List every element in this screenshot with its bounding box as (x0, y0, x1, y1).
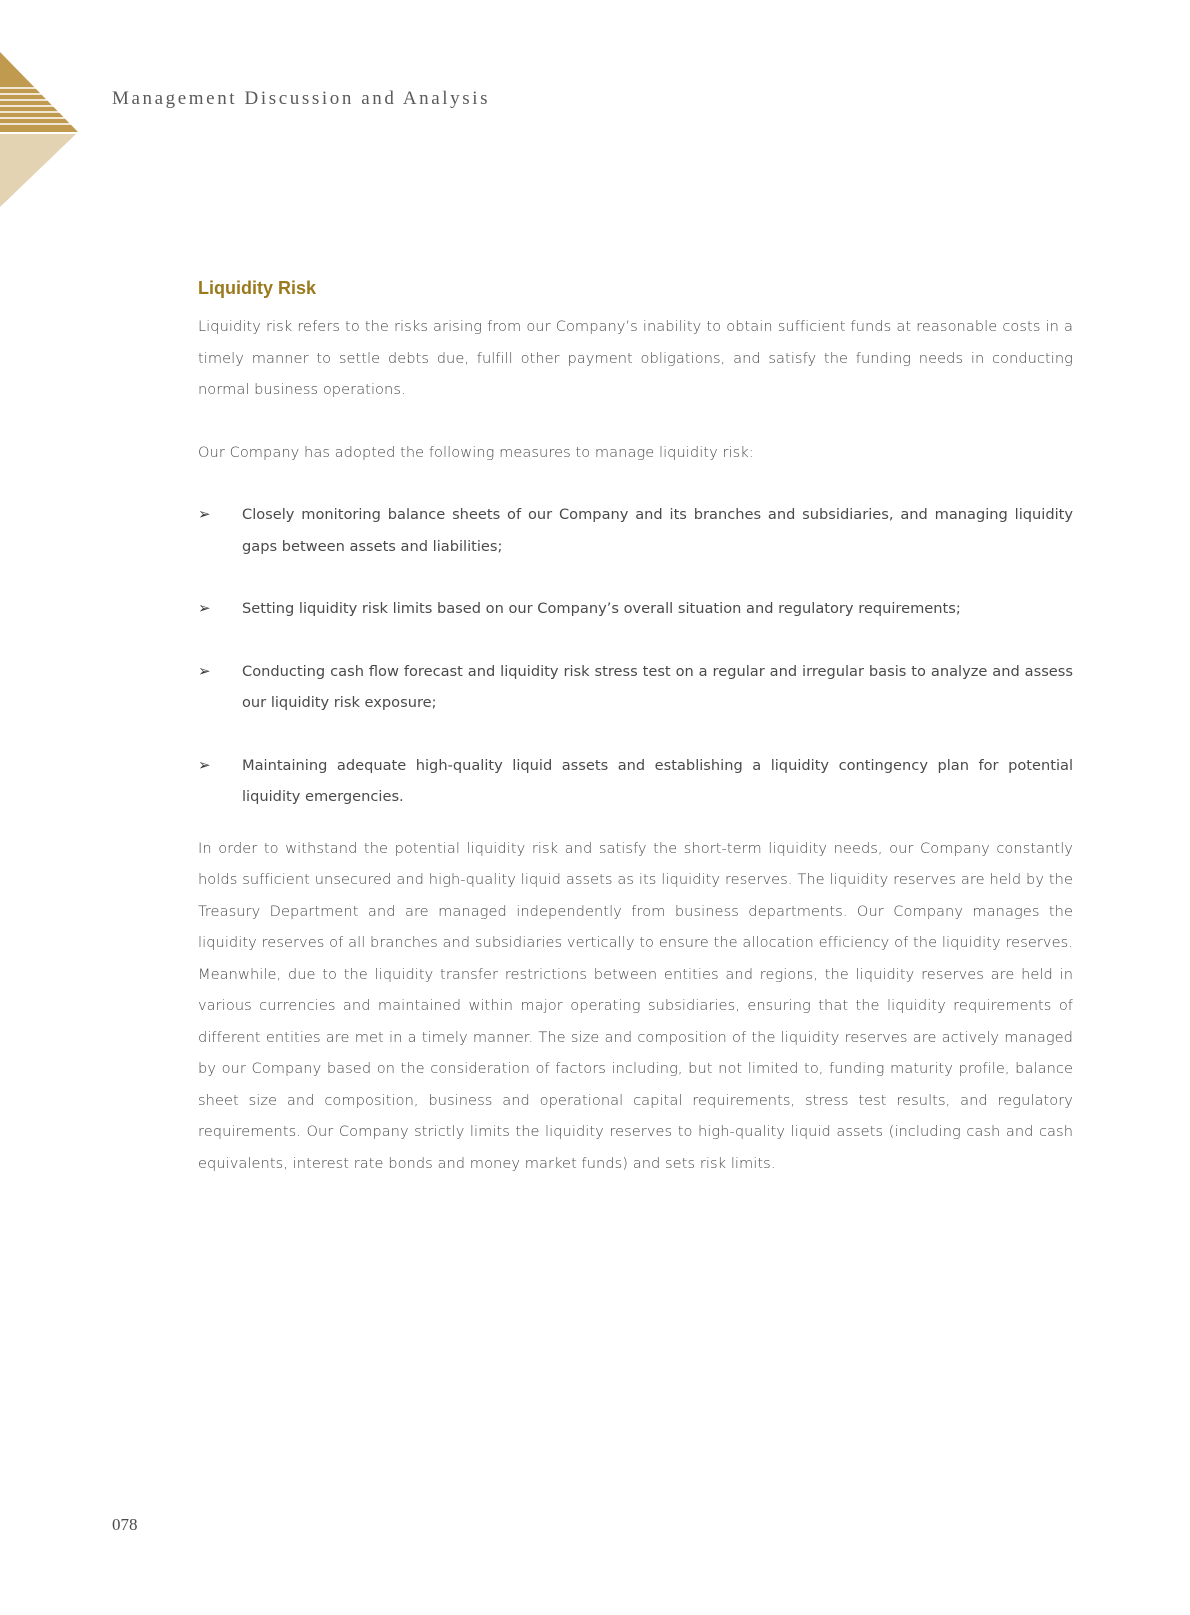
section-title: Liquidity Risk (198, 278, 317, 298)
measure-text: Closely monitoring balance sheets of our Company and its branches and subsidiaries, and managing liquidity gaps between assets and liabilities; (242, 506, 1073, 555)
list-item (198, 656, 1073, 719)
list-item (198, 593, 1073, 625)
corner-decoration-icon (0, 52, 80, 207)
arrowhead-bullet-icon: ➢ (198, 505, 211, 523)
measure-text: Maintaining adequate high-quality liquid assets and establishing a liquidity contingency plan for potential liquidity emergencies. (242, 756, 1073, 805)
measure-text: Setting liquidity risk limits based on our Company’s overall situation and regulatory requirements; (242, 600, 961, 617)
list-item (198, 499, 1073, 562)
measures-lead: Our Company has adopted the following measures to manage liquidity risk: (198, 443, 754, 461)
page-number: 078 (112, 1515, 138, 1534)
measure-text: Conducting cash flow forecast and liquidity risk stress test on a regular and irregular basis to analyze and assess our liquidity risk exposure; (242, 662, 1073, 711)
list-item (198, 750, 1073, 813)
liquidity-risk-section (198, 277, 1073, 1210)
running-header: Management Discussion and Analysis (112, 88, 491, 109)
arrowhead-bullet-icon: ➢ (198, 661, 211, 680)
arrowhead-bullet-icon: ➢ (198, 599, 211, 617)
reserves-paragraph: In order to withstand the potential liquidity risk and satisfy the short-term liquidity needs, our Company constantly holds sufficient unsecured and high-quality liquid assets as its liquidity reserves. The liquidity reserves are held by the Treasury Department and are managed independently from business departments. Our Company manages the liquidity reserves of all branches and subsidiaries vertically to ensure the allocation efficiency of the liquidity reserves. Meanwhile, due to the liquidity transfer restrictions between entities and regions, the liquidity reserves are held in various currencies and maintained within major operating subsidiaries, ensuring that the liquidity requirements of different entities are met in a timely manner. The size and composition of the liquidity reserves are actively managed by our Company based on the consideration of factors including, but not limited to, funding maturity profile, balance sheet size and composition, business and operational capital requirements, stress test results, and regulatory requirements. Our Company strictly limits the liquidity reserves to high-quality liquid assets (including cash and cash equivalents, interest rate bonds and money market funds) and sets risk limits. (198, 839, 1073, 1172)
arrowhead-bullet-icon: ➢ (198, 755, 211, 774)
intro-paragraph: Liquidity risk refers to the risks arising from our Company’s inability to obtain sufficient funds at reasonable costs in a timely manner to settle debts due, fulfill other payment obligations, and satisfy the funding needs in conducting normal business operations. (198, 318, 1073, 398)
measures-list (198, 499, 1073, 813)
